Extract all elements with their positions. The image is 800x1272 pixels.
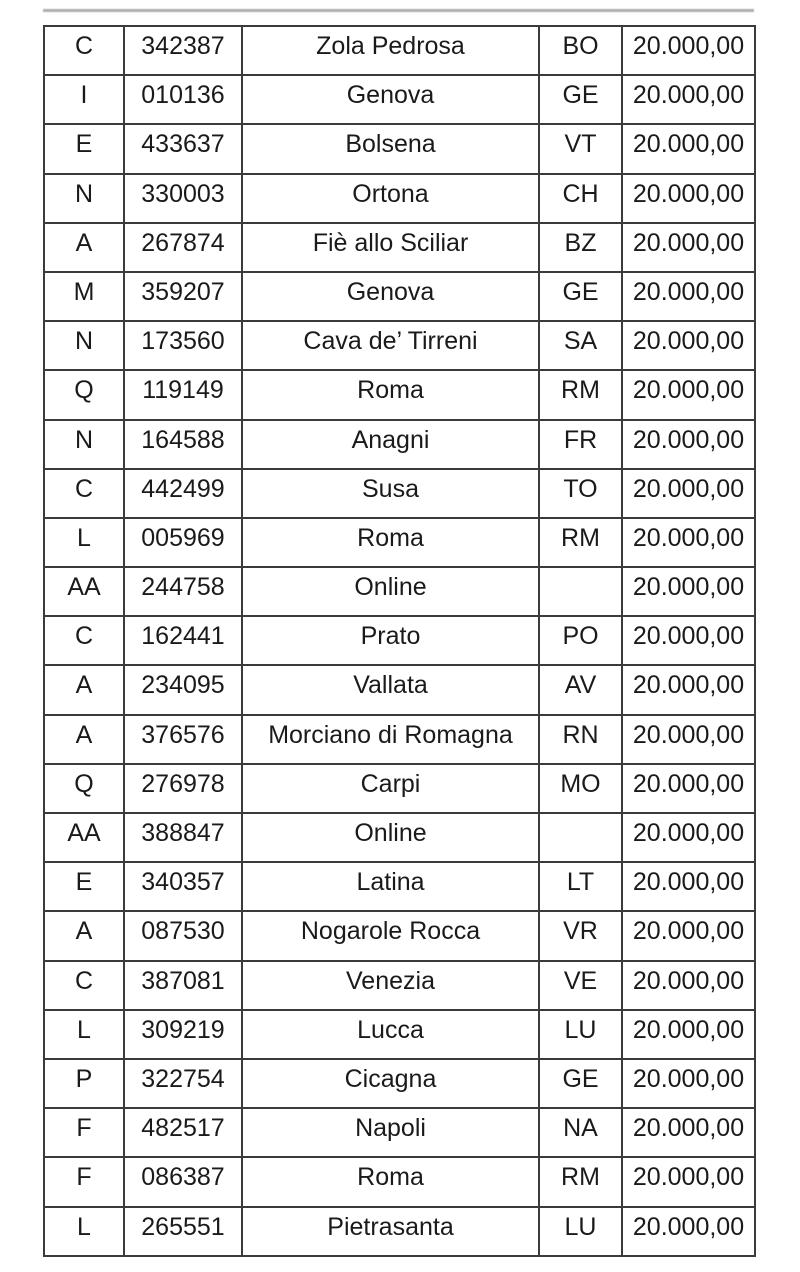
table-row: [44, 665, 755, 714]
amount-cell: 20.000,00: [622, 174, 755, 223]
province-cell: LU: [539, 1207, 622, 1256]
data-table: [43, 25, 756, 1257]
province-cell: MO: [539, 764, 622, 813]
table-row: [44, 370, 755, 419]
number-cell: 322754: [124, 1059, 242, 1108]
province-cell: CH: [539, 174, 622, 223]
number-cell: 482517: [124, 1108, 242, 1157]
code-cell: I: [44, 75, 124, 124]
code-cell: C: [44, 469, 124, 518]
province-cell: VE: [539, 961, 622, 1010]
number-cell: 087530: [124, 911, 242, 960]
number-cell: 388847: [124, 813, 242, 862]
city-cell: Latina: [242, 862, 539, 911]
city-cell: Prato: [242, 616, 539, 665]
amount-cell: 20.000,00: [622, 518, 755, 567]
amount-cell: 20.000,00: [622, 616, 755, 665]
code-cell: E: [44, 124, 124, 173]
code-cell: F: [44, 1108, 124, 1157]
province-cell: LT: [539, 862, 622, 911]
table-row: [44, 469, 755, 518]
code-cell: A: [44, 665, 124, 714]
table-row: [44, 223, 755, 272]
code-cell: L: [44, 1010, 124, 1059]
code-cell: N: [44, 174, 124, 223]
city-cell: Genova: [242, 75, 539, 124]
city-cell: Ortona: [242, 174, 539, 223]
number-cell: 005969: [124, 518, 242, 567]
city-cell: Lucca: [242, 1010, 539, 1059]
number-cell: 376576: [124, 715, 242, 764]
city-cell: Anagni: [242, 420, 539, 469]
table-row: [44, 26, 755, 75]
table-row: [44, 911, 755, 960]
code-cell: L: [44, 1207, 124, 1256]
code-cell: C: [44, 961, 124, 1010]
amount-cell: 20.000,00: [622, 321, 755, 370]
number-cell: 342387: [124, 26, 242, 75]
number-cell: 276978: [124, 764, 242, 813]
number-cell: 265551: [124, 1207, 242, 1256]
city-cell: Napoli: [242, 1108, 539, 1157]
code-cell: N: [44, 321, 124, 370]
number-cell: 162441: [124, 616, 242, 665]
table-row: [44, 862, 755, 911]
table-row: [44, 715, 755, 764]
table-row: [44, 272, 755, 321]
amount-cell: 20.000,00: [622, 1207, 755, 1256]
table-row: [44, 616, 755, 665]
province-cell: RM: [539, 370, 622, 419]
province-cell: GE: [539, 272, 622, 321]
amount-cell: 20.000,00: [622, 272, 755, 321]
amount-cell: 20.000,00: [622, 1010, 755, 1059]
amount-cell: 20.000,00: [622, 124, 755, 173]
province-cell: TO: [539, 469, 622, 518]
number-cell: 234095: [124, 665, 242, 714]
amount-cell: 20.000,00: [622, 1059, 755, 1108]
city-cell: Online: [242, 567, 539, 616]
code-cell: A: [44, 223, 124, 272]
number-cell: 387081: [124, 961, 242, 1010]
number-cell: 330003: [124, 174, 242, 223]
table-row: [44, 1108, 755, 1157]
amount-cell: 20.000,00: [622, 1108, 755, 1157]
amount-cell: 20.000,00: [622, 567, 755, 616]
number-cell: 442499: [124, 469, 242, 518]
amount-cell: 20.000,00: [622, 1157, 755, 1206]
city-cell: Nogarole Rocca: [242, 911, 539, 960]
table-row: [44, 174, 755, 223]
amount-cell: 20.000,00: [622, 911, 755, 960]
province-cell: NA: [539, 1108, 622, 1157]
code-cell: AA: [44, 567, 124, 616]
number-cell: 309219: [124, 1010, 242, 1059]
city-cell: Fiè allo Sciliar: [242, 223, 539, 272]
number-cell: 086387: [124, 1157, 242, 1206]
city-cell: Genova: [242, 272, 539, 321]
amount-cell: 20.000,00: [622, 223, 755, 272]
table-row: [44, 75, 755, 124]
table-row: [44, 321, 755, 370]
province-cell: VR: [539, 911, 622, 960]
province-cell: RN: [539, 715, 622, 764]
province-cell: [539, 567, 622, 616]
table-row: [44, 1010, 755, 1059]
province-cell: LU: [539, 1010, 622, 1059]
city-cell: Pietrasanta: [242, 1207, 539, 1256]
province-cell: PO: [539, 616, 622, 665]
number-cell: 433637: [124, 124, 242, 173]
code-cell: Q: [44, 370, 124, 419]
city-cell: Bolsena: [242, 124, 539, 173]
province-cell: BO: [539, 26, 622, 75]
province-cell: BZ: [539, 223, 622, 272]
city-cell: Vallata: [242, 665, 539, 714]
city-cell: Zola Pedrosa: [242, 26, 539, 75]
province-cell: RM: [539, 1157, 622, 1206]
table-body: [44, 26, 755, 1256]
code-cell: AA: [44, 813, 124, 862]
number-cell: 340357: [124, 862, 242, 911]
table-row: [44, 961, 755, 1010]
table-row: [44, 764, 755, 813]
city-cell: Roma: [242, 1157, 539, 1206]
city-cell: Morciano di Romagna: [242, 715, 539, 764]
province-cell: RM: [539, 518, 622, 567]
code-cell: Q: [44, 764, 124, 813]
amount-cell: 20.000,00: [622, 665, 755, 714]
amount-cell: 20.000,00: [622, 370, 755, 419]
code-cell: A: [44, 715, 124, 764]
city-cell: Roma: [242, 518, 539, 567]
code-cell: E: [44, 862, 124, 911]
province-cell: FR: [539, 420, 622, 469]
amount-cell: 20.000,00: [622, 961, 755, 1010]
table-row: [44, 1207, 755, 1256]
province-cell: SA: [539, 321, 622, 370]
amount-cell: 20.000,00: [622, 813, 755, 862]
previous-row-cutoff-line: [43, 9, 754, 12]
table-row: [44, 420, 755, 469]
number-cell: 267874: [124, 223, 242, 272]
province-cell: GE: [539, 1059, 622, 1108]
city-cell: Online: [242, 813, 539, 862]
table-row: [44, 124, 755, 173]
city-cell: Carpi: [242, 764, 539, 813]
number-cell: 244758: [124, 567, 242, 616]
number-cell: 164588: [124, 420, 242, 469]
province-cell: AV: [539, 665, 622, 714]
city-cell: Venezia: [242, 961, 539, 1010]
city-cell: Cava de’ Tirreni: [242, 321, 539, 370]
code-cell: L: [44, 518, 124, 567]
province-cell: VT: [539, 124, 622, 173]
number-cell: 359207: [124, 272, 242, 321]
amount-cell: 20.000,00: [622, 420, 755, 469]
table-row: [44, 1059, 755, 1108]
code-cell: P: [44, 1059, 124, 1108]
number-cell: 010136: [124, 75, 242, 124]
amount-cell: 20.000,00: [622, 75, 755, 124]
province-cell: GE: [539, 75, 622, 124]
table-row: [44, 813, 755, 862]
amount-cell: 20.000,00: [622, 715, 755, 764]
city-cell: Cicagna: [242, 1059, 539, 1108]
code-cell: M: [44, 272, 124, 321]
code-cell: F: [44, 1157, 124, 1206]
table-row: [44, 567, 755, 616]
city-cell: Roma: [242, 370, 539, 419]
code-cell: C: [44, 26, 124, 75]
table-row: [44, 518, 755, 567]
code-cell: N: [44, 420, 124, 469]
amount-cell: 20.000,00: [622, 862, 755, 911]
code-cell: A: [44, 911, 124, 960]
amount-cell: 20.000,00: [622, 469, 755, 518]
city-cell: Susa: [242, 469, 539, 518]
number-cell: 119149: [124, 370, 242, 419]
number-cell: 173560: [124, 321, 242, 370]
code-cell: C: [44, 616, 124, 665]
amount-cell: 20.000,00: [622, 764, 755, 813]
table-row: [44, 1157, 755, 1206]
province-cell: [539, 813, 622, 862]
amount-cell: 20.000,00: [622, 26, 755, 75]
